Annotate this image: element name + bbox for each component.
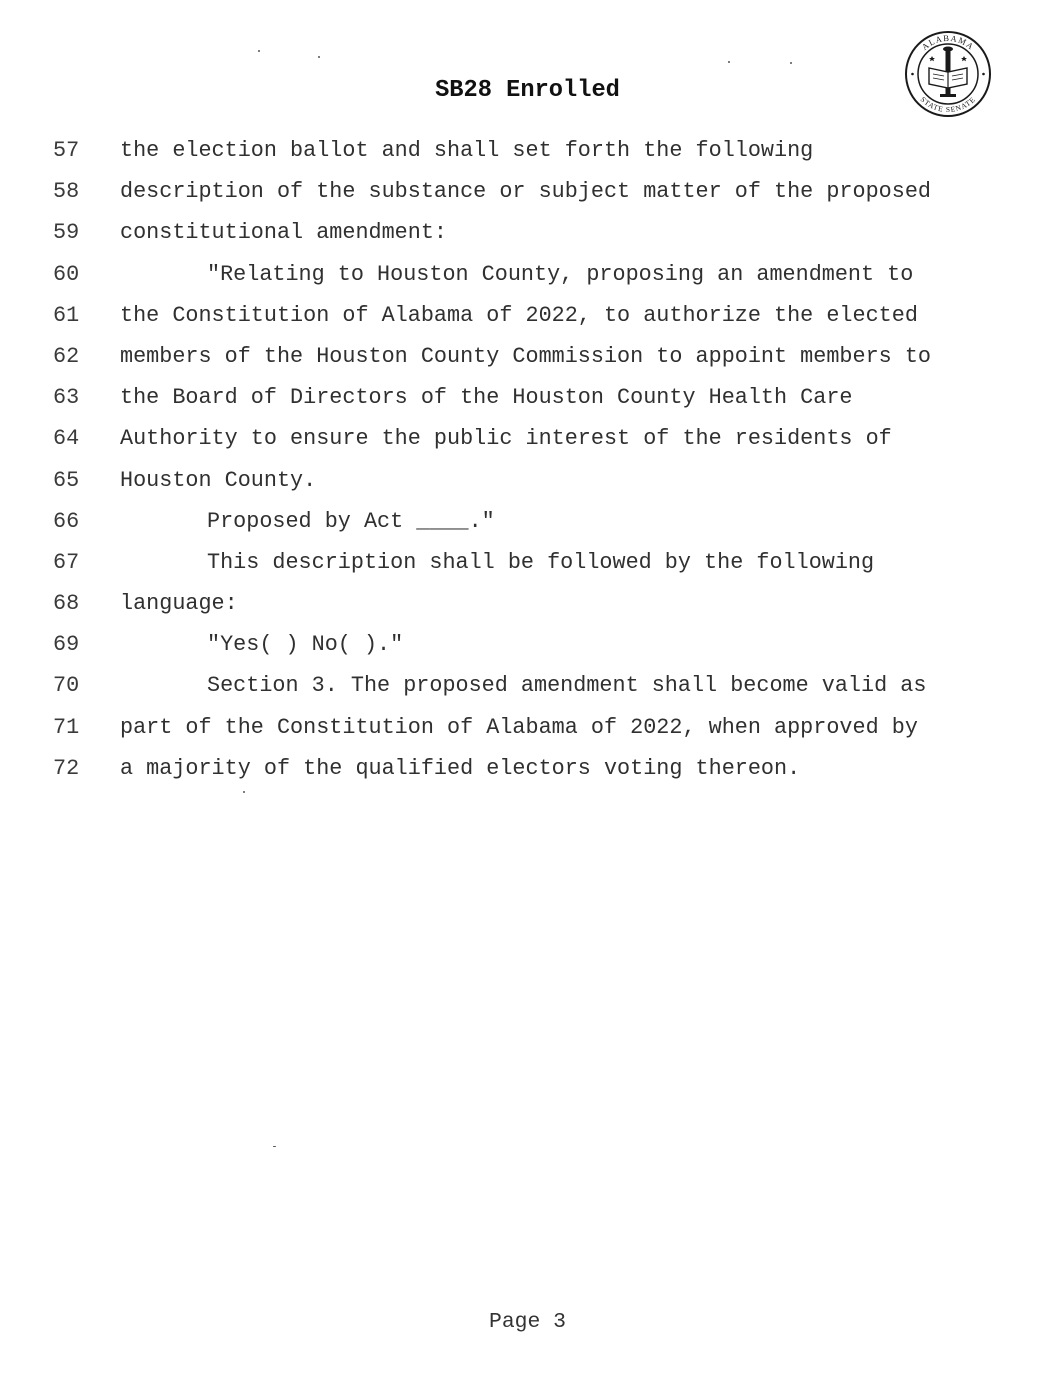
line-number: 59 bbox=[53, 220, 80, 246]
page-title: SB28 Enrolled bbox=[435, 77, 620, 104]
line-number: 62 bbox=[53, 343, 80, 369]
seal-bottom-text: STATE SENATE bbox=[918, 94, 978, 115]
line-text: constitutional amendment: bbox=[120, 220, 448, 246]
bill-line bbox=[0, 460, 1063, 501]
bill-line bbox=[0, 418, 1063, 459]
bill-line bbox=[0, 583, 1063, 624]
line-text: Authority to ensure the public interest of the residents of bbox=[120, 426, 892, 452]
bill-line bbox=[0, 542, 1063, 583]
bill-line bbox=[0, 624, 1063, 665]
bill-line bbox=[0, 130, 1063, 171]
line-number: 60 bbox=[53, 261, 80, 287]
line-text: "Yes( ) No( )." bbox=[207, 632, 404, 658]
scan-speck bbox=[243, 791, 245, 793]
scan-speck bbox=[258, 50, 260, 52]
line-text: Houston County. bbox=[120, 467, 317, 493]
line-number: 57 bbox=[53, 138, 80, 163]
page-number: Page 3 bbox=[488, 1310, 567, 1334]
line-text: description of the substance or subject matter of the proposed bbox=[120, 179, 931, 205]
line-number: 61 bbox=[53, 302, 80, 328]
line-text: Proposed by Act ____." bbox=[207, 508, 495, 534]
line-number: 69 bbox=[53, 632, 80, 658]
bill-line bbox=[0, 254, 1063, 295]
bill-line bbox=[0, 707, 1063, 748]
scan-speck bbox=[728, 61, 730, 63]
line-number: 65 bbox=[53, 467, 80, 493]
line-number: 71 bbox=[53, 714, 80, 740]
line-text: "Relating to Houston County, proposing an amendment to bbox=[207, 261, 914, 287]
scan-speck bbox=[318, 56, 320, 58]
bill-text-body bbox=[0, 130, 1063, 789]
bill-line bbox=[0, 665, 1063, 706]
line-number: 72 bbox=[53, 755, 80, 781]
senate-seal-icon bbox=[904, 30, 992, 118]
bill-line bbox=[0, 171, 1063, 212]
line-number: 67 bbox=[53, 549, 80, 575]
bill-line bbox=[0, 377, 1063, 418]
line-text: Section 3. The proposed amendment shall become valid as bbox=[207, 673, 927, 699]
line-text: the election ballot and shall set forth the following bbox=[120, 138, 814, 163]
scan-speck bbox=[790, 62, 792, 64]
line-text: language: bbox=[120, 591, 238, 617]
line-text: a majority of the qualified electors voting thereon. bbox=[120, 755, 801, 781]
seal-top-text: ALABAMA bbox=[919, 32, 977, 52]
bill-line bbox=[0, 212, 1063, 253]
line-text: This description shall be followed by the following bbox=[207, 549, 875, 575]
bill-line bbox=[0, 295, 1063, 336]
line-number: 68 bbox=[53, 591, 80, 617]
line-text: the Constitution of Alabama of 2022, to authorize the elected bbox=[120, 302, 918, 328]
bill-line bbox=[0, 501, 1063, 542]
line-text: the Board of Directors of the Houston County Health Care bbox=[120, 385, 853, 411]
scan-speck bbox=[273, 1146, 276, 1147]
line-number: 66 bbox=[53, 508, 80, 534]
line-number: 70 bbox=[53, 673, 80, 699]
bill-line bbox=[0, 748, 1063, 789]
line-text: part of the Constitution of Alabama of 2022, when approved by bbox=[120, 714, 918, 740]
line-number: 64 bbox=[53, 426, 80, 452]
line-text: members of the Houston County Commission to appoint members to bbox=[120, 343, 931, 369]
bill-line bbox=[0, 336, 1063, 377]
line-number: 58 bbox=[53, 179, 80, 205]
line-number: 63 bbox=[53, 385, 80, 411]
